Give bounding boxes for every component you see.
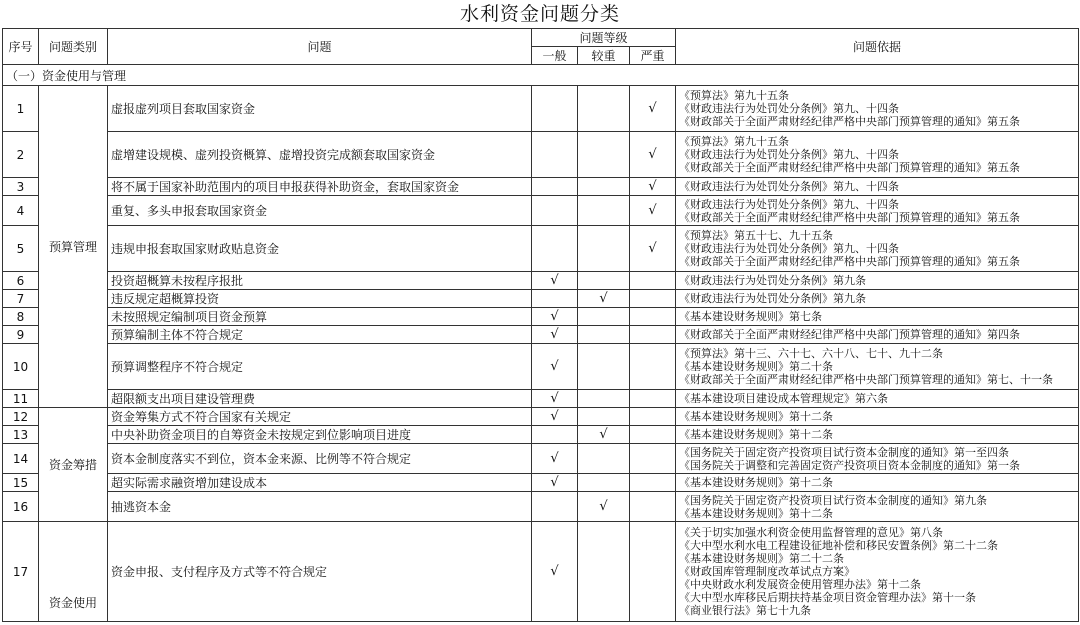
issue-text: 预算编制主体不符合规定 <box>108 326 532 344</box>
row-number: 3 <box>3 178 39 196</box>
level-serious-cell <box>578 272 630 290</box>
row-number: 15 <box>3 474 39 492</box>
level-severe-cell <box>630 474 676 492</box>
level-serious-cell <box>578 408 630 426</box>
basis-line: 《基本建设财务规则》第十二条 <box>679 410 834 423</box>
level-serious-cell <box>578 326 630 344</box>
level-severe-cell <box>630 178 676 196</box>
level-general-cell <box>532 308 578 326</box>
level-severe-cell <box>630 426 676 444</box>
basis-cell <box>676 390 1079 408</box>
issue-text: 超限额支出项目建设管理费 <box>108 390 532 408</box>
level-serious-cell <box>578 390 630 408</box>
basis-cell <box>676 474 1079 492</box>
check-mark-icon: √ <box>648 147 657 162</box>
basis-cell <box>676 290 1079 308</box>
level-severe-cell <box>630 226 676 272</box>
issue-text: 资金筹集方式不符合国家有关规定 <box>108 408 532 426</box>
basis-cell <box>676 492 1079 522</box>
basis-cell <box>676 226 1079 272</box>
basis-cell <box>676 444 1079 474</box>
issue-text: 中央补助资金项目的自筹资金未按规定到位影响项目进度 <box>108 426 532 444</box>
level-general-cell <box>532 226 578 272</box>
basis-line: 《财政违法行为处罚处分条例》第九条 <box>679 292 867 305</box>
level-severe-cell <box>630 522 676 622</box>
basis-line: 《财政违法行为处罚处分条例》第九、十四条 <box>679 102 900 115</box>
header-seq: 序号 <box>3 29 39 65</box>
issue-text: 违反规定超概算投资 <box>108 290 532 308</box>
issue-text: 重复、多头申报套取国家资金 <box>108 196 532 226</box>
level-general-cell <box>532 474 578 492</box>
basis-line: 《国务院关于调整和完善固定资产投资项目资本金制度的通知》第一条 <box>679 458 1021 472</box>
level-general-cell <box>532 522 578 622</box>
basis-line: 《财政部关于全面严肃财经纪律严格中央部门预算管理的通知》第五条 <box>679 161 1021 174</box>
table-row <box>3 290 1079 308</box>
issue-text: 投资超概算未按程序报批 <box>108 272 532 290</box>
level-severe-cell <box>630 132 676 178</box>
basis-cell <box>676 196 1079 226</box>
level-severe-cell <box>630 86 676 132</box>
header-level: 问题等级 <box>532 29 676 47</box>
table-row <box>3 132 1079 178</box>
basis-line: 《基本建设财务规则》第七条 <box>679 310 823 323</box>
level-general-cell <box>532 408 578 426</box>
level-severe-cell <box>630 444 676 474</box>
level-general-cell <box>532 132 578 178</box>
basis-cell <box>676 522 1079 622</box>
row-number: 6 <box>3 272 39 290</box>
basis-cell <box>676 132 1079 178</box>
issue-text: 抽逃资本金 <box>108 492 532 522</box>
issue-text: 虚报虚列项目套取国家资金 <box>108 86 532 132</box>
issue-text: 超实际需求融资增加建设成本 <box>108 474 532 492</box>
table-row <box>3 226 1079 272</box>
level-severe-cell <box>630 390 676 408</box>
row-number: 1 <box>3 86 39 132</box>
check-mark-icon: √ <box>550 273 559 288</box>
basis-cell <box>676 308 1079 326</box>
level-serious-cell <box>578 444 630 474</box>
table-row <box>3 86 1079 132</box>
level-serious-cell <box>578 132 630 178</box>
level-serious-cell <box>578 522 630 622</box>
table-row <box>3 308 1079 326</box>
level-serious-cell <box>578 308 630 326</box>
basis-line: 《财政违法行为处罚处分条例》第九、十四条 <box>679 242 900 255</box>
basis-cell <box>676 344 1079 390</box>
level-serious-cell <box>578 426 630 444</box>
level-severe-cell <box>630 492 676 522</box>
level-serious-cell <box>578 492 630 522</box>
basis-line: 《财政部关于全面严肃财经纪律严格中央部门预算管理的通知》第四条 <box>679 328 1021 341</box>
row-number: 7 <box>3 290 39 308</box>
basis-cell <box>676 272 1079 290</box>
basis-line: 《财政国库管理制度改革试点方案》 <box>679 565 856 578</box>
basis-cell <box>676 426 1079 444</box>
header-level-general: 一般 <box>532 47 578 65</box>
level-serious-cell <box>578 474 630 492</box>
basis-line: 《基本建设财务规则》第十二条 <box>679 428 834 441</box>
row-number: 12 <box>3 408 39 426</box>
row-number: 11 <box>3 390 39 408</box>
check-mark-icon: √ <box>599 499 608 514</box>
basis-line: 《财政部关于全面严肃财经纪律严格中央部门预算管理的通知》第七、十一条 <box>679 373 1054 386</box>
issue-text: 预算调整程序不符合规定 <box>108 344 532 390</box>
level-severe-cell <box>630 344 676 390</box>
issue-text: 将不属于国家补助范围内的项目申报获得补助资金，套取国家资金 <box>108 178 532 196</box>
level-general-cell <box>532 86 578 132</box>
basis-cell <box>676 408 1079 426</box>
level-serious-cell <box>578 344 630 390</box>
level-general-cell <box>532 390 578 408</box>
header-category: 问题类别 <box>39 29 108 65</box>
level-general-cell <box>532 326 578 344</box>
check-mark-icon: √ <box>550 475 559 490</box>
basis-cell <box>676 326 1079 344</box>
row-number: 13 <box>3 426 39 444</box>
level-severe-cell <box>630 290 676 308</box>
table-row <box>3 344 1079 390</box>
level-severe-cell <box>630 308 676 326</box>
level-general-cell <box>532 178 578 196</box>
basis-cell <box>676 178 1079 196</box>
issue-table <box>2 28 1079 622</box>
header-basis: 问题依据 <box>676 29 1079 65</box>
level-general-cell <box>532 492 578 522</box>
check-mark-icon: √ <box>550 451 559 466</box>
level-severe-cell <box>630 326 676 344</box>
check-mark-icon: √ <box>550 391 559 406</box>
table-row <box>3 426 1079 444</box>
basis-line: 《财政部关于全面严肃财经纪律严格中央部门预算管理的通知》第五条 <box>679 210 1021 224</box>
row-number: 5 <box>3 226 39 272</box>
table-row <box>3 196 1079 226</box>
basis-line: 《基本建设财务规则》第二十条 <box>679 360 834 373</box>
row-number: 8 <box>3 308 39 326</box>
row-number: 17 <box>3 522 39 622</box>
level-serious-cell <box>578 196 630 226</box>
category-usage: 资金使用 <box>39 522 108 622</box>
check-mark-icon: √ <box>648 179 657 194</box>
check-mark-icon: √ <box>550 564 559 579</box>
level-serious-cell <box>578 86 630 132</box>
level-general-cell <box>532 196 578 226</box>
level-general-cell <box>532 426 578 444</box>
table-row <box>3 390 1079 408</box>
issue-text: 未按照规定编制项目资金预算 <box>108 308 532 326</box>
basis-line: 《大中型水库移民后期扶持基金项目资金管理办法》第十一条 <box>679 591 977 604</box>
level-severe-cell <box>630 408 676 426</box>
basis-line: 《预算法》第九十五条 <box>679 135 790 148</box>
basis-line: 《中央财政水利发展资金使用管理办法》第十二条 <box>679 578 922 591</box>
level-general-cell <box>532 272 578 290</box>
basis-line: 《财政违法行为处罚处分条例》第九、十四条 <box>679 197 900 211</box>
row-number: 2 <box>3 132 39 178</box>
basis-line: 《关于切实加强水利资金使用监督管理的意见》第八条 <box>679 526 944 539</box>
basis-line: 《财政违法行为处罚处分条例》第九、十四条 <box>679 180 900 193</box>
row-number: 14 <box>3 444 39 474</box>
basis-line: 《财政部关于全面严肃财经纪律严格中央部门预算管理的通知》第五条 <box>679 255 1021 268</box>
header-issue: 问题 <box>108 29 532 65</box>
table-row <box>3 272 1079 290</box>
table-row <box>3 522 1079 622</box>
issue-text: 虚增建设规模、虚列投资概算、虚增投资完成额套取国家资金 <box>108 132 532 178</box>
basis-line: 《预算法》第十三、六十七、六十八、七十、九十二条 <box>679 347 944 360</box>
check-mark-icon: √ <box>648 101 657 116</box>
table-row <box>3 326 1079 344</box>
check-mark-icon: √ <box>648 203 657 218</box>
check-mark-icon: √ <box>648 241 657 256</box>
basis-line: 《国务院关于固定资产投资项目试行资本金制度的通知》第九条 <box>679 493 988 507</box>
basis-line: 《商业银行法》第七十九条 <box>679 604 812 617</box>
check-mark-icon: √ <box>550 409 559 424</box>
issue-text: 资金申报、支付程序及方式等不符合规定 <box>108 522 532 622</box>
basis-line: 《基本建设项目建设成本管理规定》第六条 <box>679 392 889 405</box>
basis-line: 《财政部关于全面严肃财经纪律严格中央部门预算管理的通知》第五条 <box>679 115 1021 128</box>
header-level-severe: 严重 <box>630 47 676 65</box>
basis-line: 《大中型水利水电工程建设征地补偿和移民安置条例》第二十二条 <box>679 539 999 552</box>
basis-line: 《基本建设财务规则》第十二条 <box>679 476 834 489</box>
section-title: （一）资金使用与管理 <box>3 65 1079 86</box>
basis-line: 《财政违法行为处罚处分条例》第九、十四条 <box>679 148 900 161</box>
table-row <box>3 474 1079 492</box>
level-serious-cell <box>578 290 630 308</box>
basis-line: 《预算法》第九十五条 <box>679 89 790 102</box>
check-mark-icon: √ <box>550 327 559 342</box>
check-mark-icon: √ <box>550 359 559 374</box>
level-serious-cell <box>578 178 630 196</box>
check-mark-icon: √ <box>599 427 608 442</box>
header-level-serious: 较重 <box>578 47 630 65</box>
level-serious-cell <box>578 226 630 272</box>
row-number: 16 <box>3 492 39 522</box>
basis-line: 《预算法》第五十七、九十五条 <box>679 229 834 242</box>
level-general-cell <box>532 444 578 474</box>
category-budget: 预算管理 <box>39 86 108 408</box>
table-row <box>3 492 1079 522</box>
table-row <box>3 178 1079 196</box>
category-raising: 资金筹措 <box>39 408 108 522</box>
basis-line: 《财政违法行为处罚处分条例》第九条 <box>679 274 867 287</box>
issue-text: 违规申报套取国家财政贴息资金 <box>108 226 532 272</box>
row-number: 9 <box>3 326 39 344</box>
table-row <box>3 408 1079 426</box>
basis-line: 《国务院关于固定资产投资项目试行资本金制度的通知》第一至四条 <box>679 445 1010 459</box>
basis-cell <box>676 86 1079 132</box>
level-severe-cell <box>630 196 676 226</box>
page-title: 水利资金问题分类 <box>459 3 620 25</box>
table-row <box>3 444 1079 474</box>
check-mark-icon: √ <box>599 291 608 306</box>
basis-line: 《基本建设财务规则》第二十二条 <box>679 552 845 565</box>
level-general-cell <box>532 344 578 390</box>
basis-line: 《基本建设财务规则》第十二条 <box>679 506 834 520</box>
level-general-cell <box>532 290 578 308</box>
check-mark-icon: √ <box>550 309 559 324</box>
issue-text: 资本金制度落实不到位，资本金来源、比例等不符合规定 <box>108 444 532 474</box>
row-number: 4 <box>3 196 39 226</box>
level-severe-cell <box>630 272 676 290</box>
row-number: 10 <box>3 344 39 390</box>
